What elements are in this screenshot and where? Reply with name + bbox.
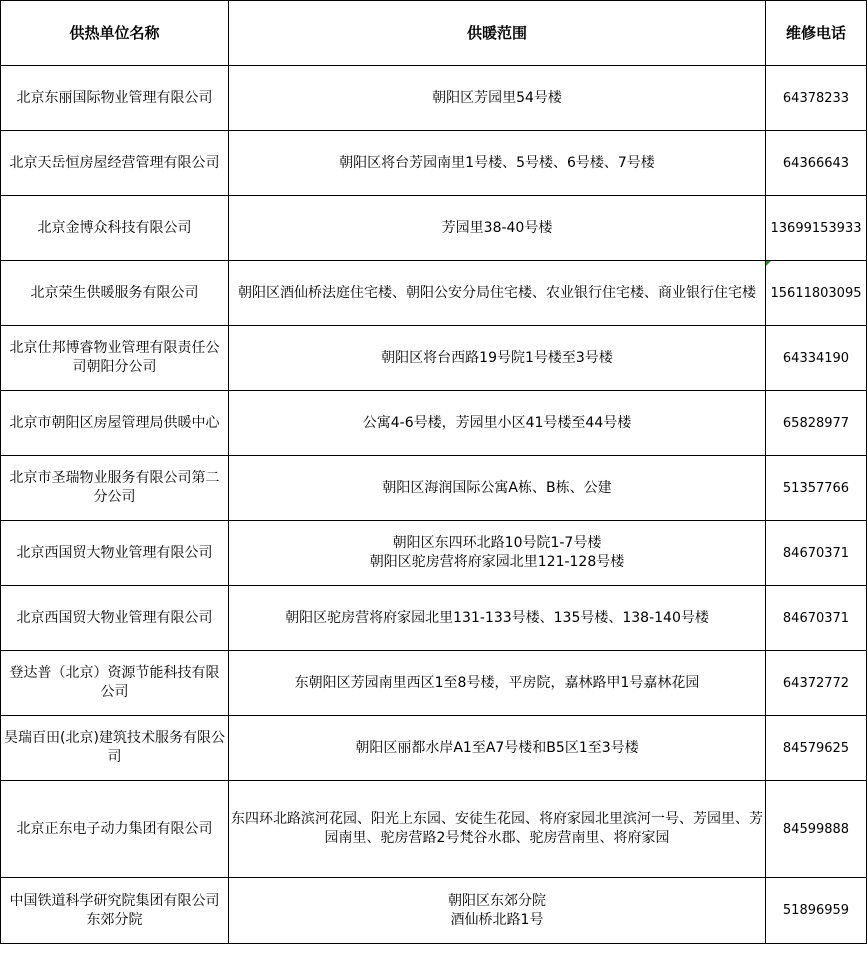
table-row (1, 716, 867, 781)
unit-cell: 中国铁道科学研究院集团有限公司东郊分院 (1, 878, 229, 944)
scope-cell: 朝阳区丽都水岸A1至A7号楼和B5区1至3号楼 (229, 716, 766, 781)
unit-cell: 北京天岳恒房屋经营管理有限公司 (1, 131, 229, 196)
scope-cell: 朝阳区海润国际公寓A栋、B栋、公建 (229, 456, 766, 521)
scope-cell (229, 521, 766, 586)
table-row (1, 196, 867, 261)
header-phone: 维修电话 (766, 1, 867, 66)
table-row (1, 261, 867, 326)
phone-cell: 64334190 (766, 326, 867, 391)
table-row (1, 521, 867, 586)
header-row (1, 1, 867, 66)
unit-cell: 北京荣生供暖服务有限公司 (1, 261, 229, 326)
unit-cell: 登达普（北京）资源节能科技有限公司 (1, 651, 229, 716)
scope-cell (229, 878, 766, 944)
scope-line: 酒仙桥北路1号 (450, 911, 544, 928)
scope-cell: 朝阳区将台西路19号院1号楼至3号楼 (229, 326, 766, 391)
unit-cell: 北京西国贸大物业管理有限公司 (1, 586, 229, 651)
unit-cell: 北京金博众科技有限公司 (1, 196, 229, 261)
phone-cell: 64372772 (766, 651, 867, 716)
table-row (1, 391, 867, 456)
phone-cell: 84579625 (766, 716, 867, 781)
scope-cell: 芳园里38-40号楼 (229, 196, 766, 261)
table-row (1, 586, 867, 651)
scope-line: 朝阳区驼房营将府家园北里121-128号楼 (369, 554, 625, 570)
scope-cell: 东四环北路滨河花园、阳光上东园、安徒生花园、将府家园北里滨河一号、芳园里、芳园南里、驼房营路2号梵谷水郡、驼房营南里、将府家园 (229, 781, 766, 878)
table-row (1, 326, 867, 391)
phone-cell: 51357766 (766, 456, 867, 521)
scope-cell: 朝阳区将台芳园南里1号楼、5号楼、6号楼、7号楼 (229, 131, 766, 196)
unit-cell: 北京仕邦博睿物业管理有限责任公司朝阳分公司 (1, 326, 229, 391)
table-row (1, 651, 867, 716)
phone-cell: 13699153933 (766, 196, 867, 261)
scope-cell: 朝阳区酒仙桥法庭住宅楼、朝阳公安分局住宅楼、农业银行住宅楼、商业银行住宅楼 (229, 261, 766, 326)
header-scope: 供暖范围 (229, 1, 766, 66)
table-row (1, 781, 867, 878)
phone-cell: 15611803095 (766, 261, 867, 326)
scope-cell: 朝阳区芳园里54号楼 (229, 66, 766, 131)
phone-cell: 65828977 (766, 391, 867, 456)
scope-line: 朝阳区东郊分院 (448, 892, 546, 909)
unit-cell: 北京市圣瑞物业服务有限公司第二分公司 (1, 456, 229, 521)
header-unit: 供热单位名称 (1, 1, 229, 66)
phone-cell: 64378233 (766, 66, 867, 131)
scope-cell: 公寓4-6号楼，芳园里小区41号楼至44号楼 (229, 391, 766, 456)
phone-cell: 84599888 (766, 781, 867, 878)
scope-cell: 朝阳区驼房营将府家园北里131-133号楼、135号楼、138-140号楼 (229, 586, 766, 651)
phone-cell: 64366643 (766, 131, 867, 196)
phone-cell: 84670371 (766, 521, 867, 586)
phone-cell: 84670371 (766, 586, 867, 651)
unit-cell: 北京市朝阳区房屋管理局供暖中心 (1, 391, 229, 456)
scope-cell: 东朝阳区芳园南里西区1至8号楼，平房院，嘉林路甲1号嘉林花园 (229, 651, 766, 716)
table-row (1, 456, 867, 521)
table-row (1, 131, 867, 196)
table-row (1, 878, 867, 944)
unit-cell: 北京东丽国际物业管理有限公司 (1, 66, 229, 131)
unit-cell: 北京西国贸大物业管理有限公司 (1, 521, 229, 586)
phone-cell: 51896959 (766, 878, 867, 944)
scope-line: 朝阳区东四环北路10号院1-7号楼 (392, 535, 602, 551)
unit-cell: 昊瑞百田(北京)建筑技术服务有限公司 (1, 716, 229, 781)
unit-cell: 北京正东电子动力集团有限公司 (1, 781, 229, 878)
table-row (1, 66, 867, 131)
